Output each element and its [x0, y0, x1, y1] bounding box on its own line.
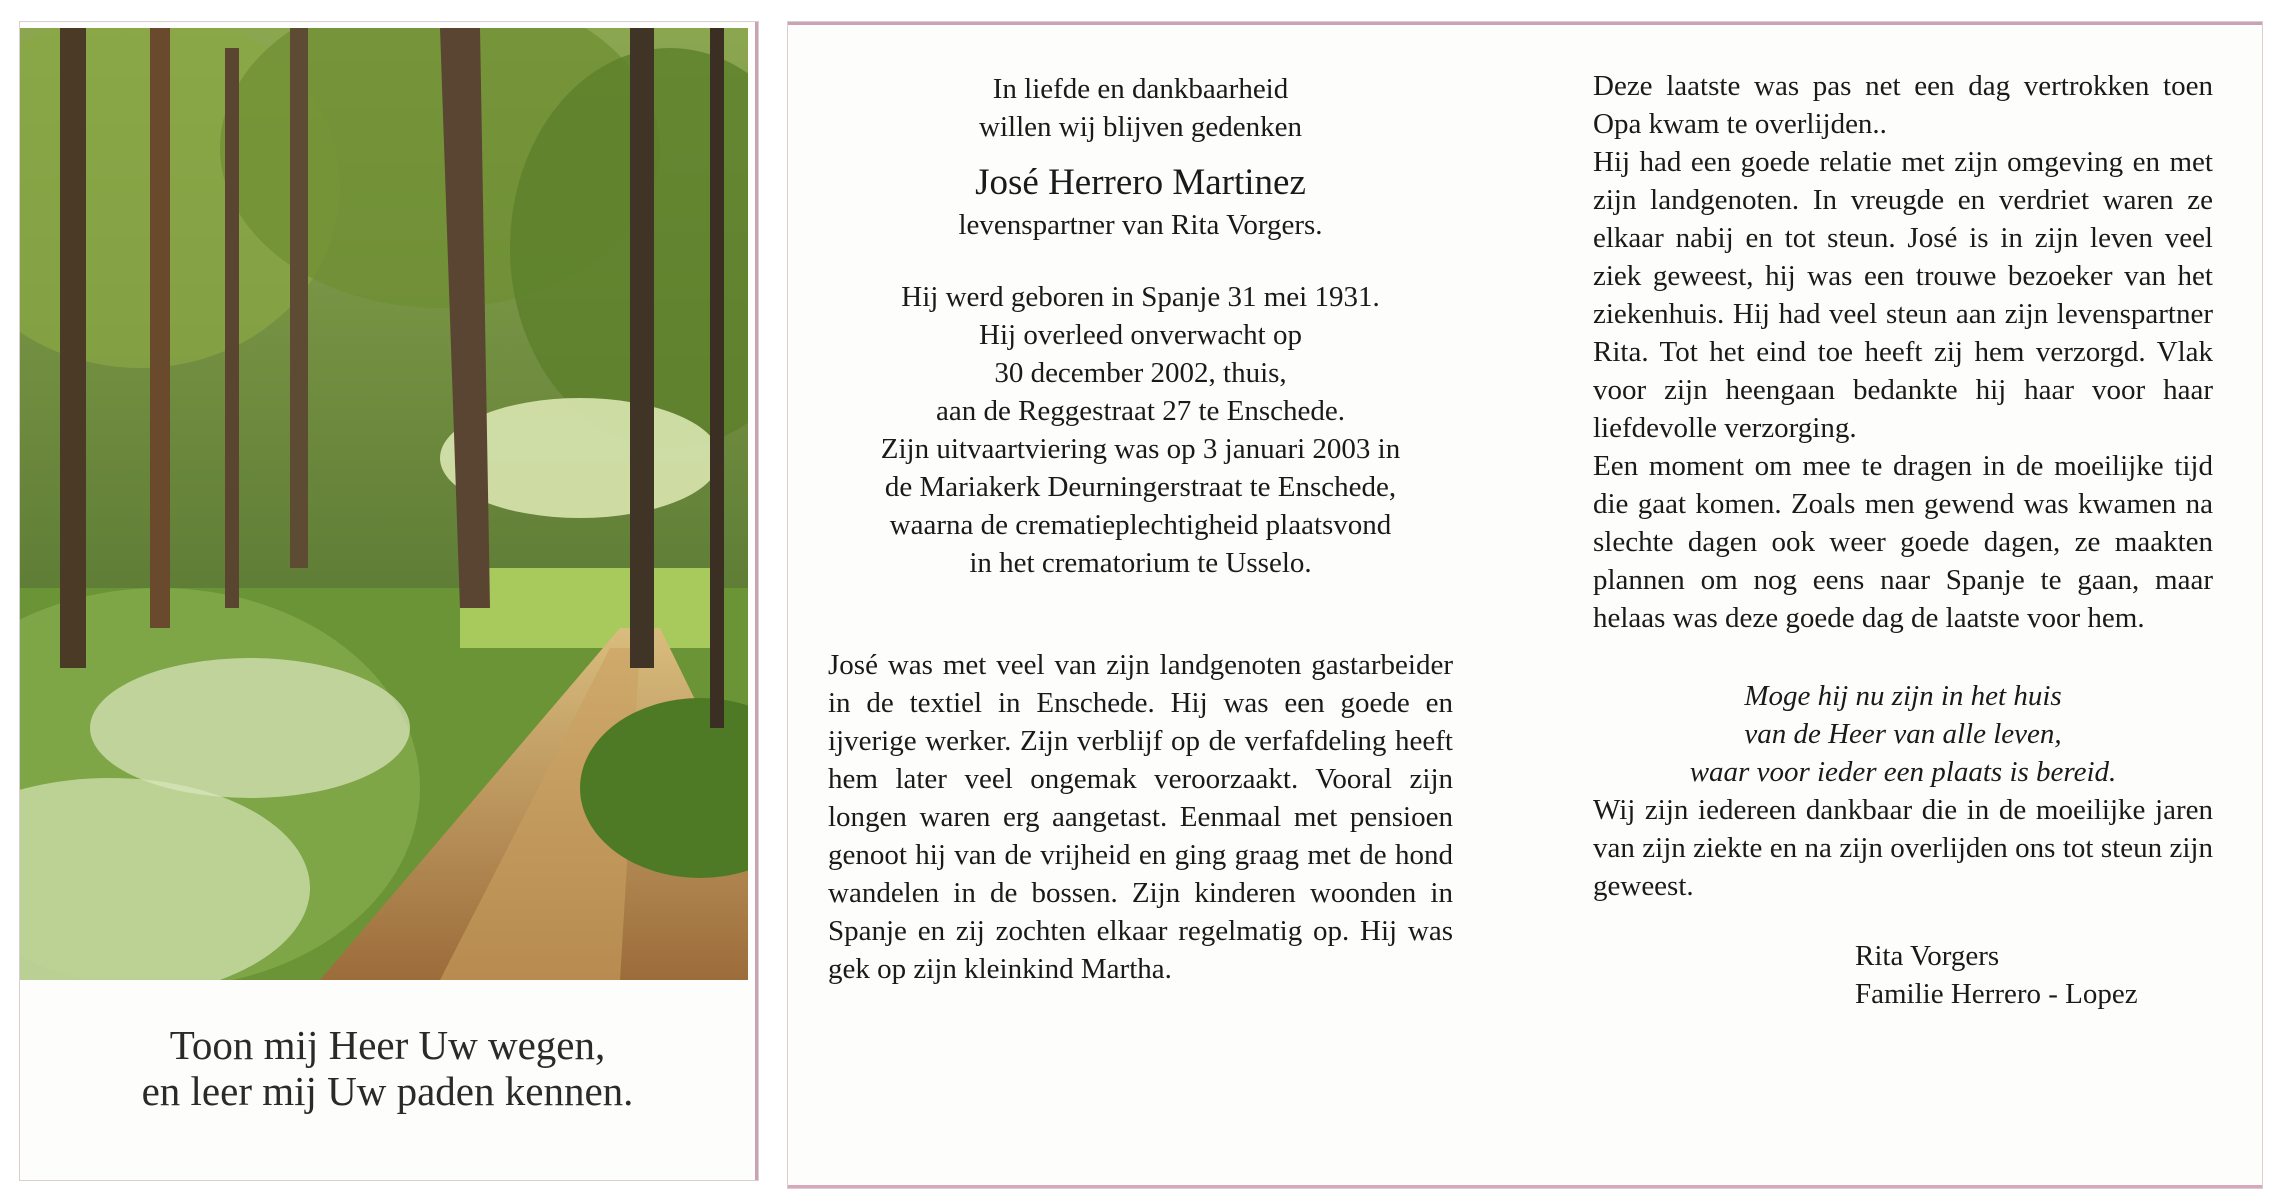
life-line: Zijn uitvaartviering was op 3 januari 2003 in	[880, 433, 1401, 465]
life-line: de Mariakerk Deurningerstraat te Enschede,	[884, 471, 1397, 503]
verse-line: Toon mij Heer Uw wegen,	[169, 1022, 606, 1068]
forest-path-photo	[20, 28, 748, 980]
intro-line: willen wij blijven gedenken	[979, 111, 1302, 143]
prayer-line: waar voor ieder een plaats is bereid.	[1689, 756, 2117, 788]
prayer-line: van de Heer van alle leven,	[1744, 718, 2062, 750]
partner-line: levenspartner van Rita Vorgers.	[958, 209, 1323, 241]
life-line: 30 december 2002, thuis,	[994, 357, 1287, 389]
prayer	[1593, 677, 2213, 791]
prayer-line: Moge hij nu zijn in het huis	[1744, 680, 2062, 712]
forest-path-illustration	[20, 28, 748, 980]
life-line: Hij werd geboren in Spanje 31 mei 1931.	[901, 281, 1380, 313]
life-details	[828, 278, 1453, 582]
memorial-card-inside	[788, 22, 2262, 1188]
signature-line: Rita Vorgers	[1855, 940, 2000, 972]
intro-line: In liefde en dankbaarheid	[992, 73, 1289, 105]
story-paragraph: Deze laatste was pas net een dag vertrokken toen Opa kwam te overlijden..	[1593, 70, 2213, 140]
story-paragraph: Een moment om mee te dragen in de moeilijke tijd die gaat komen. Zoals men gewend was kwamen na slechte dagen ook weer goede dagen, ze maakten plannen om nog eens naar Spanje te gaan, maar helaas was deze goede dag de laatste voor hem.	[1593, 450, 2213, 634]
text-column-right	[1593, 67, 2213, 1013]
memorial-card-front	[20, 22, 758, 1180]
deceased-name: José Herrero Martinez	[975, 162, 1306, 203]
life-story-paragraph: José was met veel van zijn landgenoten gastarbeider in de textiel in Enschede. Hij was een goede en ijverige werker. Zijn verblijf op de verfafdeling heeft hem later veel ongemak veroorzaakt. Vooral zijn longen waren erg aangetast. Eenmaal met pensioen genoot hij van de vrijheid en ging graag met de hond wandelen in de bossen. Zijn kinderen woonden in Spanje en zij zochten elkaar regelmatig op. Hij was gek op zijn kleinkind Martha.	[828, 649, 1453, 985]
verse	[20, 1022, 755, 1114]
thanks-paragraph: Wij zijn iedereen dankbaar die in de moeilijke jaren van zijn ziekte en na zijn overlijden ons tot steun zijn geweest.	[1593, 794, 2213, 902]
life-line: in het crematorium te Usselo.	[969, 547, 1312, 579]
text-column-left	[828, 70, 1453, 988]
life-line: aan de Reggestraat 27 te Enschede.	[935, 395, 1346, 427]
story-paragraph: Hij had een goede relatie met zijn omgeving en met zijn landgenoten. In vreugde en verdriet waren ze elkaar nabij en tot steun. José is in zijn leven veel ziek geweest, hij was een trouwe bezoeker van het ziekenhuis. Hij had veel steun aan zijn levenspartner Rita. Tot het eind toe heeft zij hem verzorgd. Vlak voor zijn heengaan bedankte hij haar voor haar liefdevolle verzorging.	[1593, 146, 2213, 444]
intro	[828, 70, 1453, 146]
verse-line: en leer mij Uw paden kennen.	[141, 1068, 634, 1114]
life-line: Hij overleed onverwacht op	[979, 319, 1302, 351]
life-line: waarna de crematieplechtigheid plaatsvond	[889, 509, 1392, 541]
signature-line: Familie Herrero - Lopez	[1855, 978, 2138, 1010]
signature	[1855, 937, 2213, 1013]
